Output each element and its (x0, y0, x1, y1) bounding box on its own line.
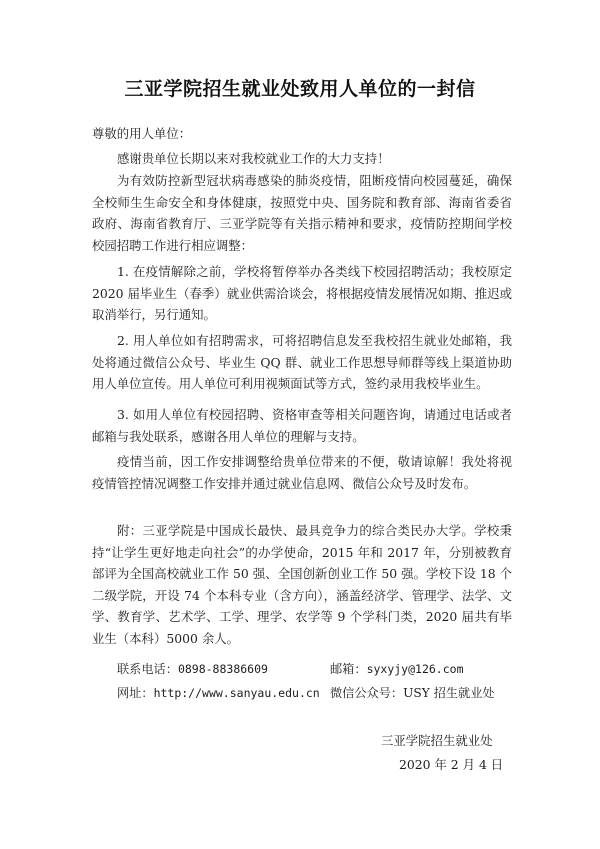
signature-date: 2020 年 2 月 4 日 (399, 757, 504, 772)
salutation: 尊敬的用人单位： (92, 126, 192, 141)
website-label: 网址： (117, 686, 154, 700)
paragraph-item-2: 2. 用人单位如有招聘需求，可将招聘信息发至我校招生就业处邮箱，我处将通过微信公众号、毕业生 QQ 群、就业工作思想导师群等线上渠道协助用人单位宣传。用人单位可利用视频面试等方式，签约录用我校毕业生。 (92, 333, 512, 392)
contact-row-phone-email (117, 660, 464, 677)
paragraph-item-3: 3. 如用人单位有校园招聘、资格审查等相关问题咨询，请通过电话或者邮箱与我处联系，感谢各用人单位的理解与支持。 (92, 407, 512, 444)
website-link[interactable]: http://www.sanyau.edu.cn (153, 686, 320, 700)
email-label: 邮箱： (330, 662, 367, 676)
email-link[interactable]: syxyjy@126.com (366, 662, 464, 676)
paragraph-closing: 疫情当前，因工作安排调整给贵单位带来的不便，敬请谅解！我处将视疫情管控情况调整工作安排并通过就业信息网、微信公众号及时发布。 (92, 454, 512, 491)
paragraph-thanks: 感谢贵单位长期以来对我校就业工作的大力支持！ (117, 151, 390, 166)
wechat-value: USY 招生就业处 (403, 686, 495, 700)
paragraph-appendix: 附：三亚学院是中国成长最快、最具竞争力的综合类民办大学。学校秉持“让学生更好地走向社会”的办学使命，2015 年和 2017 年，分别被教育部评为全国高校就业工作 50 强、全国创新创业工作 50 强。学校下设 18 个二级学院，开设 74 个本科专业（含方向），涵盖经济学、管理学、法学、文学、教育学、艺术学、工学、理学、农学等 9 个学科门类，2020 届共有毕业生（本科）5000 余人。 (92, 523, 512, 646)
phone-value: 0898-88386609 (177, 662, 268, 676)
paragraph-item-1: 1. 在疫情解除之前，学校将暂停举办各类线下校园招聘活动；我校原定 2020 届毕业生（春季）就业供需洽谈会，将根据疫情发展情况如期、推迟或取消举行，另行通知。 (92, 264, 512, 323)
contact-row-website-wechat (117, 684, 495, 701)
paragraph-intro: 为有效防控新型冠状病毒感染的肺炎疫情，阻断疫情向校园蔓延，确保全校师生生命安全和身体健康，按照党中央、国务院和教育部、海南省委省政府、海南省教育厅、三亚学院等有关指示精神和要求，疫情防控期间学校校园招聘工作进行相应调整： (92, 173, 512, 253)
signature-org: 三亚学院招生就业处 (381, 733, 493, 748)
wechat-label: 微信公众号： (330, 686, 404, 700)
page-title: 三亚学院招生就业处致用人单位的一封信 (124, 78, 476, 100)
phone-label: 联系电话： (117, 662, 178, 676)
